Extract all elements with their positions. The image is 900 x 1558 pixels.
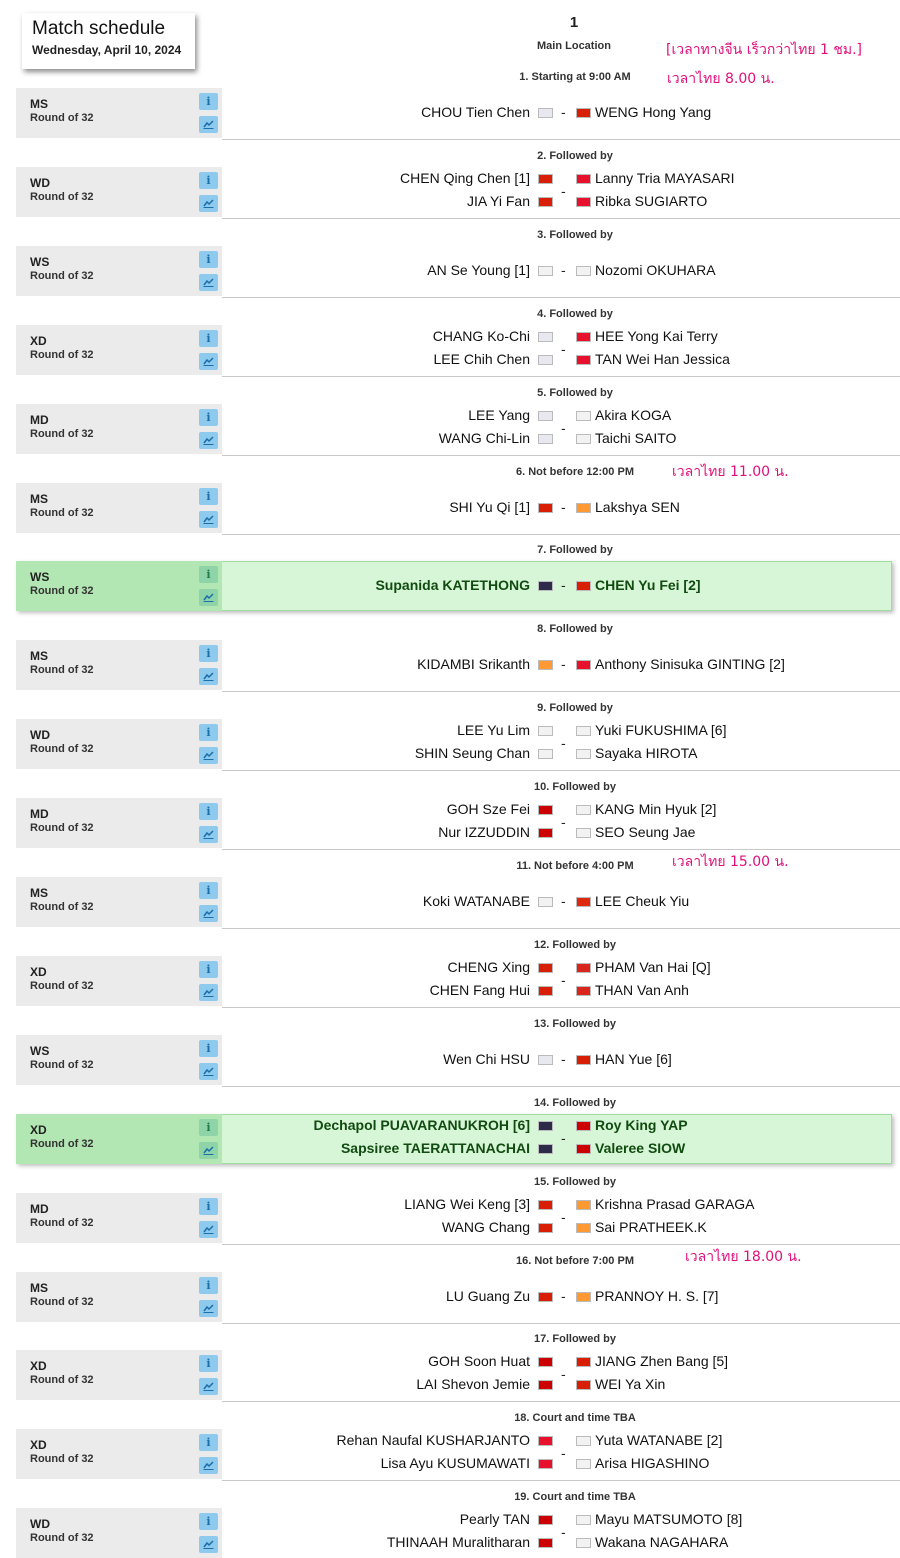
player-name-right[interactable]: WEI Ya Xin	[595, 1376, 666, 1392]
player-name-left[interactable]: KIDAMBI Srikanth	[417, 656, 530, 672]
flag-icon	[576, 1200, 591, 1210]
flag-icon	[538, 1357, 553, 1367]
flag-icon	[538, 963, 553, 973]
player-name-left[interactable]: LEE Yang	[468, 407, 530, 423]
info-icon[interactable]: i	[199, 488, 218, 505]
flag-icon	[538, 411, 553, 421]
chart-icon[interactable]	[199, 511, 218, 528]
flag-icon	[576, 1055, 591, 1065]
player-name-left[interactable]: Koki WATANABE	[422, 893, 530, 909]
flag-icon	[538, 174, 553, 184]
match-row[interactable]	[16, 483, 900, 535]
event-code: XD	[30, 1438, 47, 1452]
title-card	[22, 13, 195, 69]
match-order-label: 4. Followed by	[537, 308, 613, 320]
versus-dash: -	[561, 104, 566, 120]
player-name-left[interactable]: SHI Yu Qi [1]	[449, 499, 530, 515]
note-thai-time: เวลาไทย 11.00 น.	[672, 464, 789, 480]
match-order-label: 7. Followed by	[537, 544, 613, 556]
versus-dash: -	[561, 1524, 566, 1540]
round-label: Round of 32	[30, 664, 94, 676]
player-name-right[interactable]: Taichi SAITO	[595, 430, 677, 446]
player-name-left[interactable]: Supanida KATETHONG	[375, 577, 530, 593]
info-icon[interactable]: i	[199, 1198, 218, 1215]
chart-icon[interactable]	[199, 274, 218, 291]
event-code: MS	[30, 1281, 48, 1295]
flag-icon	[538, 1538, 553, 1548]
versus-dash: -	[561, 499, 566, 515]
match-order-label: 10. Followed by	[534, 781, 616, 793]
flag-icon	[538, 355, 553, 365]
flag-icon	[576, 805, 591, 815]
player-name-left[interactable]: Nur IZZUDDIN	[438, 824, 530, 840]
court-number: 1	[569, 14, 579, 31]
event-code: MS	[30, 886, 48, 900]
match-row[interactable]	[16, 640, 900, 692]
flag-icon	[538, 726, 553, 736]
player-name-right[interactable]: LEE Cheuk Yiu	[595, 893, 690, 909]
match-row[interactable]	[16, 1193, 900, 1245]
chart-icon[interactable]	[199, 747, 218, 764]
player-name-left[interactable]: CHEN Fang Hui	[429, 982, 530, 998]
flag-icon	[538, 828, 553, 838]
flag-icon	[576, 1515, 591, 1525]
info-icon[interactable]: i	[199, 172, 218, 189]
row-divider	[222, 534, 900, 535]
player-name-left[interactable]: JIA Yi Fan	[466, 193, 530, 209]
versus-dash: -	[561, 1366, 566, 1382]
round-label: Round of 32	[30, 1532, 94, 1544]
row-divider	[222, 1323, 900, 1324]
versus-dash: -	[561, 1209, 566, 1225]
event-box	[16, 561, 222, 611]
chart-icon[interactable]	[199, 1221, 218, 1238]
round-label: Round of 32	[30, 1217, 94, 1229]
player-name-left[interactable]: LEE Yu Lim	[457, 722, 530, 738]
row-divider	[222, 1401, 900, 1402]
player-name-right[interactable]: PHAM Van Hai [Q]	[595, 959, 711, 975]
flag-icon	[576, 1121, 591, 1131]
player-name-left[interactable]: GOH Soon Huat	[428, 1353, 530, 1369]
info-icon[interactable]: i	[199, 1434, 218, 1451]
event-box	[16, 1429, 222, 1479]
note-thai-time: เวลาไทย 8.00 น.	[667, 71, 775, 87]
round-label: Round of 32	[30, 1138, 94, 1150]
versus-dash: -	[561, 1130, 566, 1146]
chart-icon[interactable]	[199, 905, 218, 922]
player-name-right[interactable]: Yuta WATANABE [2]	[595, 1432, 723, 1448]
info-icon[interactable]: i	[199, 330, 218, 347]
player-name-left[interactable]: THINAAH Muralitharan	[386, 1534, 530, 1550]
flag-icon	[538, 1380, 553, 1390]
flag-icon	[576, 581, 591, 591]
player-name-right[interactable]: TAN Wei Han Jessica	[595, 351, 730, 367]
flag-icon	[538, 1144, 553, 1154]
player-name-right[interactable]: Arisa HIGASHINO	[595, 1455, 710, 1471]
flag-icon	[576, 197, 591, 207]
flag-icon	[538, 805, 553, 815]
versus-dash: -	[561, 1051, 566, 1067]
flag-icon	[538, 581, 553, 591]
flag-icon	[576, 108, 591, 118]
player-name-right[interactable]: PRANNOY H. S. [7]	[595, 1288, 719, 1304]
player-name-left[interactable]: SHIN Seung Chan	[414, 745, 530, 761]
row-divider	[222, 691, 900, 692]
info-icon[interactable]: i	[199, 961, 218, 978]
player-name-right[interactable]: SEO Seung Jae	[595, 824, 696, 840]
player-name-left[interactable]: Wen Chi HSU	[443, 1051, 530, 1067]
match-order-label: 9. Followed by	[537, 702, 613, 714]
chart-icon[interactable]	[199, 353, 218, 370]
row-divider	[222, 455, 900, 456]
match-order-label: 3. Followed by	[537, 229, 613, 241]
event-code: MS	[30, 649, 48, 663]
info-icon[interactable]: i	[199, 566, 218, 583]
event-code: XD	[30, 1123, 47, 1137]
player-name-left[interactable]: GOH Sze Fei	[446, 801, 530, 817]
player-name-right[interactable]: Ribka SUGIARTO	[595, 193, 708, 209]
flag-icon	[576, 963, 591, 973]
flag-icon	[576, 1380, 591, 1390]
match-row[interactable]	[16, 1272, 900, 1324]
match-row[interactable]	[16, 877, 900, 929]
row-divider	[222, 849, 900, 850]
player-name-left[interactable]: Rehan Naufal KUSHARJANTO	[336, 1432, 530, 1448]
match-row[interactable]	[16, 719, 900, 771]
chart-icon[interactable]	[199, 432, 218, 449]
flag-icon	[576, 434, 591, 444]
round-label: Round of 32	[30, 507, 94, 519]
flag-icon	[538, 197, 553, 207]
player-name-right[interactable]: Sai PRATHEEK.K	[595, 1219, 707, 1235]
chart-icon[interactable]	[199, 589, 218, 606]
info-icon[interactable]: i	[199, 803, 218, 820]
round-label: Round of 32	[30, 585, 94, 597]
player-name-left[interactable]: Sapsiree TAERATTANACHAI	[340, 1140, 530, 1156]
row-divider	[222, 376, 900, 377]
event-code: WS	[30, 255, 50, 269]
flag-icon	[538, 660, 553, 670]
round-label: Round of 32	[30, 822, 94, 834]
match-row[interactable]	[16, 1350, 900, 1402]
event-box	[16, 325, 222, 375]
player-name-left[interactable]: CHEN Qing Chen [1]	[400, 170, 530, 186]
player-name-right[interactable]: Lakshya SEN	[595, 499, 680, 515]
event-code: WD	[30, 1517, 50, 1531]
round-label: Round of 32	[30, 1059, 94, 1071]
info-icon[interactable]: i	[199, 1355, 218, 1372]
flag-icon	[538, 1436, 553, 1446]
match-row[interactable]	[16, 1114, 900, 1166]
player-name-left[interactable]: LU Guang Zu	[445, 1288, 530, 1304]
player-name-right[interactable]: THAN Van Anh	[595, 982, 689, 998]
event-box	[16, 956, 222, 1006]
event-code: MS	[30, 97, 48, 111]
event-box	[16, 246, 222, 296]
player-name-left[interactable]: WANG Chi-Lin	[438, 430, 530, 446]
player-name-left[interactable]: Dechapol PUAVARANUKROH [6]	[313, 1117, 530, 1133]
player-name-left[interactable]: CHOU Tien Chen	[421, 104, 530, 120]
flag-icon	[538, 897, 553, 907]
row-divider	[222, 139, 900, 140]
row-divider	[222, 1244, 900, 1245]
round-label: Round of 32	[30, 270, 94, 282]
flag-icon	[576, 1292, 591, 1302]
versus-dash: -	[561, 341, 566, 357]
versus-dash: -	[561, 656, 566, 672]
info-icon[interactable]: i	[199, 1277, 218, 1294]
chart-icon[interactable]	[199, 116, 218, 133]
row-divider	[222, 1007, 900, 1008]
row-divider	[222, 297, 900, 298]
versus-dash: -	[561, 814, 566, 830]
player-name-right[interactable]: Anthony Sinisuka GINTING [2]	[595, 656, 785, 672]
match-row[interactable]	[16, 798, 900, 850]
round-label: Round of 32	[30, 191, 94, 203]
match-row[interactable]	[16, 561, 900, 613]
player-name-right[interactable]: Nozomi OKUHARA	[595, 262, 716, 278]
flag-icon	[576, 1538, 591, 1548]
chart-icon[interactable]	[199, 1300, 218, 1317]
chart-icon[interactable]	[199, 1378, 218, 1395]
player-name-right[interactable]: Valeree SIOW	[595, 1140, 686, 1156]
match-order-label: 13. Followed by	[534, 1018, 616, 1030]
versus-dash: -	[561, 577, 566, 593]
match-order-label: 2. Followed by	[537, 150, 613, 162]
player-name-right[interactable]: Yuki FUKUSHIMA [6]	[595, 722, 727, 738]
versus-dash: -	[561, 420, 566, 436]
note-thai-time: เวลาไทย 15.00 น.	[672, 854, 789, 870]
event-code: XD	[30, 334, 47, 348]
player-name-right[interactable]: Wakana NAGAHARA	[595, 1534, 729, 1550]
match-order-label: 15. Followed by	[534, 1176, 616, 1188]
chart-icon[interactable]	[199, 826, 218, 843]
flag-icon	[538, 1055, 553, 1065]
flag-icon	[538, 1459, 553, 1469]
player-name-left[interactable]: CHANG Ko-Chi	[432, 328, 530, 344]
event-box	[16, 798, 222, 848]
info-icon[interactable]: i	[199, 1513, 218, 1530]
versus-dash: -	[561, 262, 566, 278]
event-box	[16, 88, 222, 138]
player-name-right[interactable]: HEE Yong Kai Terry	[595, 328, 718, 344]
player-name-right[interactable]: Lanny Tria MAYASARI	[595, 170, 735, 186]
event-box	[16, 1114, 222, 1164]
flag-icon	[576, 1144, 591, 1154]
flag-icon	[576, 897, 591, 907]
schedule-date: Wednesday, April 10, 2024	[32, 43, 182, 57]
flag-icon	[576, 1436, 591, 1446]
flag-icon	[576, 411, 591, 421]
player-name-left[interactable]: LIANG Wei Keng [3]	[404, 1196, 530, 1212]
player-name-right[interactable]: KANG Min Hyuk [2]	[595, 801, 717, 817]
round-label: Round of 32	[30, 112, 94, 124]
info-icon[interactable]: i	[199, 1040, 218, 1057]
note-china-time: [เวลาทางจีน เร็วกว่าไทย 1 ชม.]	[666, 42, 862, 58]
player-name-right[interactable]: Roy King YAP	[595, 1117, 688, 1133]
round-label: Round of 32	[30, 428, 94, 440]
chart-icon[interactable]	[199, 668, 218, 685]
flag-icon	[538, 749, 553, 759]
event-box	[16, 640, 222, 690]
match-order-label: 8. Followed by	[537, 623, 613, 635]
note-thai-time: เวลาไทย 18.00 น.	[685, 1249, 802, 1265]
chart-icon[interactable]	[199, 1142, 218, 1159]
info-icon[interactable]: i	[199, 724, 218, 741]
event-code: MD	[30, 413, 49, 427]
flag-icon	[576, 503, 591, 513]
event-code: WD	[30, 728, 50, 742]
row-divider	[222, 1480, 900, 1481]
match-row[interactable]	[16, 1429, 900, 1481]
round-label: Round of 32	[30, 1296, 94, 1308]
player-name-right[interactable]: Mayu MATSUMOTO [8]	[595, 1511, 743, 1527]
event-code: WS	[30, 570, 50, 584]
flag-icon	[538, 1223, 553, 1233]
round-label: Round of 32	[30, 1374, 94, 1386]
player-name-left[interactable]: WANG Chang	[441, 1219, 530, 1235]
flag-icon	[538, 986, 553, 996]
event-code: XD	[30, 1359, 47, 1373]
info-icon[interactable]: i	[199, 645, 218, 662]
flag-icon	[538, 108, 553, 118]
chart-icon[interactable]	[199, 1536, 218, 1553]
round-label: Round of 32	[30, 743, 94, 755]
event-code: XD	[30, 965, 47, 979]
info-icon[interactable]: i	[199, 882, 218, 899]
event-box	[16, 404, 222, 454]
row-divider	[222, 928, 900, 929]
flag-icon	[576, 660, 591, 670]
flag-icon	[538, 503, 553, 513]
versus-dash: -	[561, 1445, 566, 1461]
match-row[interactable]	[16, 404, 900, 456]
round-label: Round of 32	[30, 980, 94, 992]
flag-icon	[576, 332, 591, 342]
info-icon[interactable]: i	[199, 409, 218, 426]
info-icon[interactable]: i	[199, 251, 218, 268]
player-name-right[interactable]: Sayaka HIROTA	[595, 745, 698, 761]
match-order-label: 19. Court and time TBA	[514, 1491, 636, 1503]
info-icon[interactable]: i	[199, 93, 218, 110]
flag-icon	[538, 1200, 553, 1210]
round-label: Round of 32	[30, 349, 94, 361]
versus-dash: -	[561, 1288, 566, 1304]
versus-dash: -	[561, 893, 566, 909]
player-name-left[interactable]: Lisa Ayu KUSUMAWATI	[380, 1455, 530, 1471]
flag-icon	[538, 1515, 553, 1525]
event-box	[16, 1272, 222, 1322]
match-row[interactable]	[16, 956, 900, 1008]
flag-icon	[538, 434, 553, 444]
flag-icon	[576, 355, 591, 365]
chart-icon[interactable]	[199, 1457, 218, 1474]
event-box	[16, 1193, 222, 1243]
player-name-left[interactable]: LEE Chih Chen	[433, 351, 530, 367]
event-box	[16, 877, 222, 927]
match-order-label: 5. Followed by	[537, 387, 613, 399]
chart-icon[interactable]	[199, 984, 218, 1001]
event-code: MD	[30, 807, 49, 821]
flag-icon	[538, 332, 553, 342]
event-code: MD	[30, 1202, 49, 1216]
player-name-right[interactable]: CHEN Yu Fei [2]	[595, 577, 701, 593]
player-name-right[interactable]: Akira KOGA	[595, 407, 672, 423]
chart-icon[interactable]	[199, 195, 218, 212]
match-row[interactable]	[16, 1035, 900, 1087]
event-code: WD	[30, 176, 50, 190]
flag-icon	[576, 749, 591, 759]
flag-icon	[538, 266, 553, 276]
flag-icon	[538, 1292, 553, 1302]
versus-dash: -	[561, 972, 566, 988]
event-code: WS	[30, 1044, 50, 1058]
court-name: Main Location	[537, 40, 611, 52]
row-divider	[222, 770, 900, 771]
player-name-left[interactable]: CHENG Xing	[447, 959, 530, 975]
event-box	[16, 483, 222, 533]
player-name-right[interactable]: WENG Hong Yang	[595, 104, 712, 120]
versus-dash: -	[561, 735, 566, 751]
flag-icon	[576, 726, 591, 736]
player-name-right[interactable]: HAN Yue [6]	[595, 1051, 672, 1067]
flag-icon	[576, 266, 591, 276]
match-order-label: 16. Not before 7:00 PM	[516, 1255, 634, 1267]
match-row[interactable]	[16, 88, 900, 140]
match-order-label: 11. Not before 4:00 PM	[516, 860, 634, 872]
player-name-left[interactable]: LAI Shevon Jemie	[416, 1376, 530, 1392]
row-divider	[222, 1086, 900, 1087]
round-label: Round of 32	[30, 1453, 94, 1465]
event-box	[16, 167, 222, 217]
event-box	[16, 1350, 222, 1400]
player-name-left[interactable]: Pearly TAN	[459, 1511, 530, 1527]
row-divider	[222, 218, 900, 219]
event-box	[16, 1508, 222, 1558]
match-order-label: 6. Not before 12:00 PM	[516, 466, 634, 478]
match-order-label: 1. Starting at 9:00 AM	[519, 71, 631, 83]
event-box	[16, 719, 222, 769]
match-order-label: 18. Court and time TBA	[514, 1412, 636, 1424]
flag-icon	[576, 1459, 591, 1469]
round-label: Round of 32	[30, 901, 94, 913]
match-row[interactable]	[16, 325, 900, 377]
match-row[interactable]	[16, 167, 900, 219]
page-title: Match schedule	[32, 18, 166, 39]
event-code: MS	[30, 492, 48, 506]
match-order-label: 14. Followed by	[534, 1097, 616, 1109]
chart-icon[interactable]	[199, 1063, 218, 1080]
flag-icon	[576, 1357, 591, 1367]
versus-dash: -	[561, 183, 566, 199]
flag-icon	[576, 986, 591, 996]
flag-icon	[576, 1223, 591, 1233]
match-row[interactable]	[16, 1508, 900, 1558]
match-order-label: 12. Followed by	[534, 939, 616, 951]
event-box	[16, 1035, 222, 1085]
flag-icon	[576, 174, 591, 184]
match-row[interactable]	[16, 246, 900, 298]
flag-icon	[576, 828, 591, 838]
info-icon[interactable]: i	[199, 1119, 218, 1136]
flag-icon	[538, 1121, 553, 1131]
player-name-right[interactable]: Krishna Prasad GARAGA	[595, 1196, 755, 1212]
player-name-right[interactable]: JIANG Zhen Bang [5]	[595, 1353, 729, 1369]
player-name-left[interactable]: AN Se Young [1]	[427, 262, 530, 278]
match-order-label: 17. Followed by	[534, 1333, 616, 1345]
